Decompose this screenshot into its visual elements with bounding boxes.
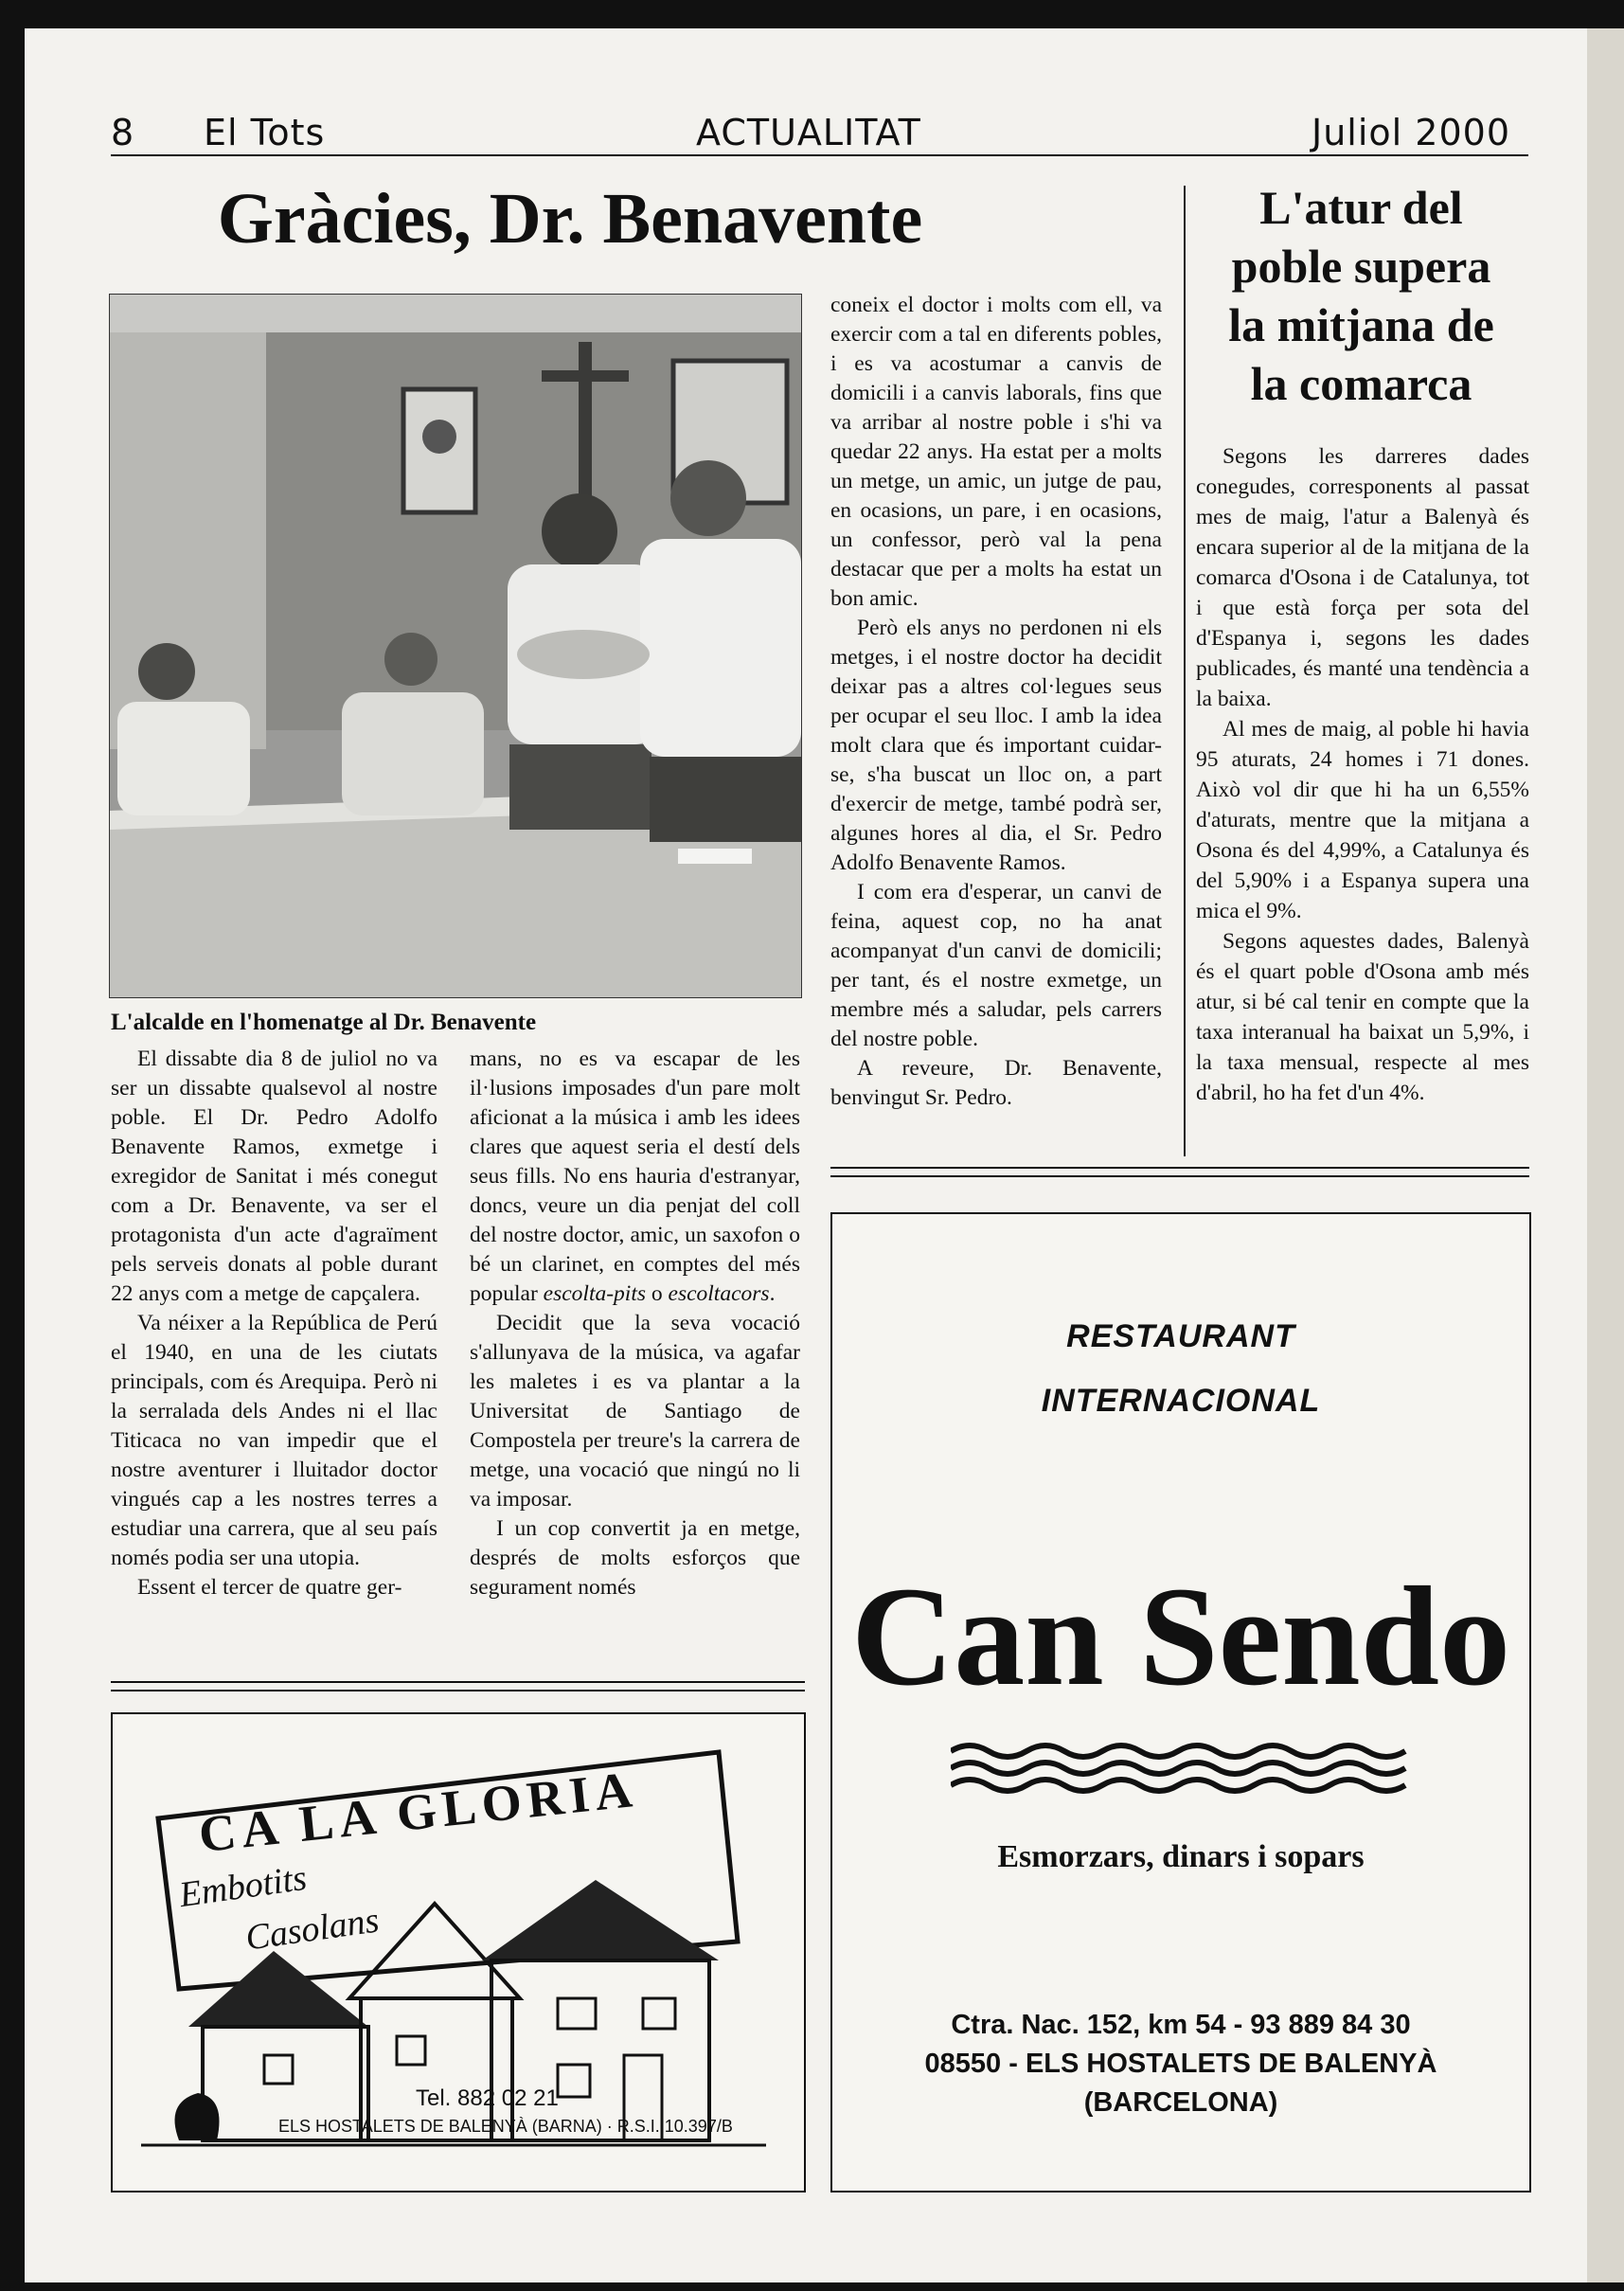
publication-name: El Tots <box>204 112 326 153</box>
section-rule <box>111 1681 805 1691</box>
paragraph: A reveure, Dr. Benavente, benvingut Sr. Pedro. <box>830 1056 1162 1110</box>
ad-restaurant-tagline: Esmorzars, dinars i sopars <box>997 1839 1365 1874</box>
paragraph: Però els anys no perdonen ni els metges, i el nostre doctor ha decidit deixar pas a altres col·legues seus per ocupar el seu lloc. I amb la idea molt clara que és important cuidar-se, s'ha buscat un lloc on, a part d'exercir de metge, també podrà ser, algunes hores al dia, el Sr. Pedro Adolfo Benavente Ramos. <box>830 616 1162 875</box>
side-article-title: L'atur del poble supera la mitjana de la comarca <box>1228 181 1494 410</box>
ad-restaurant-name: Can Sendo <box>850 1558 1511 1715</box>
ad-gloria-casolans: Casolans <box>242 1900 382 1959</box>
article-column-1 <box>111 1045 437 1602</box>
ad-restaurant-address-3: (BARCELONA) <box>1083 2087 1278 2118</box>
article-column-2 <box>470 1045 800 1602</box>
paragraph: Al mes de maig, al poble hi havia 95 aturats, 24 homes i 71 dones. Això vol dir que hi ha un 6,55% d'aturats, mentre que la mitjana a Osona és del 4,99%, a Catalunya és del 5,90% i a Espanya supera una mica el 9%. <box>1196 717 1529 923</box>
article-photo <box>109 294 802 998</box>
paragraph: coneix el doctor i molts com ell, va exercir com a tal en diferents pobles, i es va acostumar a canvis de domicili i a canvis laborals, fins que va arribar al nostre poble i s'hi va quedar 22 anys. Ha estat per a molts un metge, un amic, un jutge de pau, en ocasions, un pare, i en ocasions, un confessor, però val la pena destacar que per a molts ha estat un bon amic. <box>830 293 1162 611</box>
paragraph: Segons aquestes dades, Balenyà és el quart poble d'Osona amb més atur, si bé cal tenir en compte que la taxa interanual ha baixat un 5,9%, i la taxa mensual, respecte al mes d'abril, ho ha fet d'un 4%. <box>1196 929 1529 1105</box>
section-name: ACTUALITAT <box>696 112 921 153</box>
paragraph: Segons les darreres dades conegudes, corresponents al passat mes de maig, l'atur a Balenyà és encara superior al de la mitjana de la comarca d'Osona i de Catalunya, tot i que està força per sota del d'Espanya i, segons les dades publicades, és manté una tendència a la baixa. <box>1196 444 1529 711</box>
column-divider <box>1184 186 1186 1156</box>
side-article-body <box>1196 441 1529 1108</box>
paragraph: El dissabte dia 8 de juliol no va ser un dissabte qualsevol al nostre poble. El Dr. Pedro Adolfo Benavente Ramos, exmetge i exregidor de Sanitat i més conegut com a Dr. Benavente, va ser el protagonista d'un acte d'agraïment pels serveis donats al poble durant 22 anys com a metge de capçalera. <box>111 1047 437 1306</box>
section-rule <box>830 1167 1529 1177</box>
ad-gloria-address: ELS HOSTALETS DE BALENYÀ (BARNA) · R.S.I. 10.397/B <box>278 2117 733 2136</box>
ad-gloria-phone: Tel. 882 02 21 <box>416 2085 559 2111</box>
paragraph: I un cop convertit ja en metge, després de molts esforços que segurament només <box>470 1516 800 1600</box>
wave-ornament-icon <box>951 1740 1415 1797</box>
paragraph: I com era d'esperar, un canvi de feina, aquest cop, no ha anat acompanyat d'un canvi de domicili; per tant, és el nostre exmetge, un membre més a saludar, pels carrers del nostre poble. <box>830 880 1162 1051</box>
article-title: Gràcies, Dr. Benavente <box>217 179 923 259</box>
ad-restaurant-address-1: Ctra. Nac. 152, km 54 - 93 889 84 30 <box>951 2010 1411 2040</box>
paragraph: Va néixer a la República de Perú el 1940, en una de les ciutats principals, com és Arequipa. Però ni la serralada dels Andes ni el llac Titicaca no van impedir que el nostre aventurer i lluitador doctor vingués cap a les nostres terres a estudiar una carrera, que al seu país només podia ser una utopia. <box>111 1311 437 1570</box>
ad-restaurant-label: RESTAURANT <box>1066 1318 1295 1354</box>
ad-restaurant-address-2: 08550 - ELS HOSTALETS DE BALENYÀ <box>924 2049 1437 2079</box>
paragraph: mans, no es va escapar de les il·lusions imposades d'un pare molt aficionat a la música i amb les idees clares que aquest seria el destí dels seus fills. No ens hauria d'estranyar, doncs, veure un dia penjat del coll del nostre doctor, amic, un saxofon o bé un clarinet, en comptes del més popular escolta-pits o escoltacors. <box>470 1047 800 1306</box>
page-number: 8 <box>111 112 135 153</box>
ad-restaurant-label-2: INTERNACIONAL <box>1041 1383 1321 1419</box>
ad-gloria-embotits: Embotits <box>176 1857 310 1916</box>
ad-gloria-name: CA LA GLORIA <box>196 1760 640 1864</box>
header-rule <box>111 154 1528 156</box>
issue-date: Juliol 2000 <box>1312 112 1510 153</box>
ad-can-sendo <box>830 1212 1531 2193</box>
paragraph: Decidit que la seva vocació s'allunyava de la música, va agafar les maletes i es va plantar a la Universitat de Santiago de Compostela per treure's la carrera de metge, una vocació que ningú no li va imposar. <box>470 1311 800 1512</box>
article-column-3 <box>830 291 1162 1113</box>
page-edge <box>1587 28 1624 2282</box>
ad-ca-la-gloria <box>111 1712 806 2193</box>
paragraph: Essent el tercer de quatre ger- <box>137 1575 402 1600</box>
photo-caption: L'alcalde en l'homenatge al Dr. Benavente <box>111 1010 537 1035</box>
